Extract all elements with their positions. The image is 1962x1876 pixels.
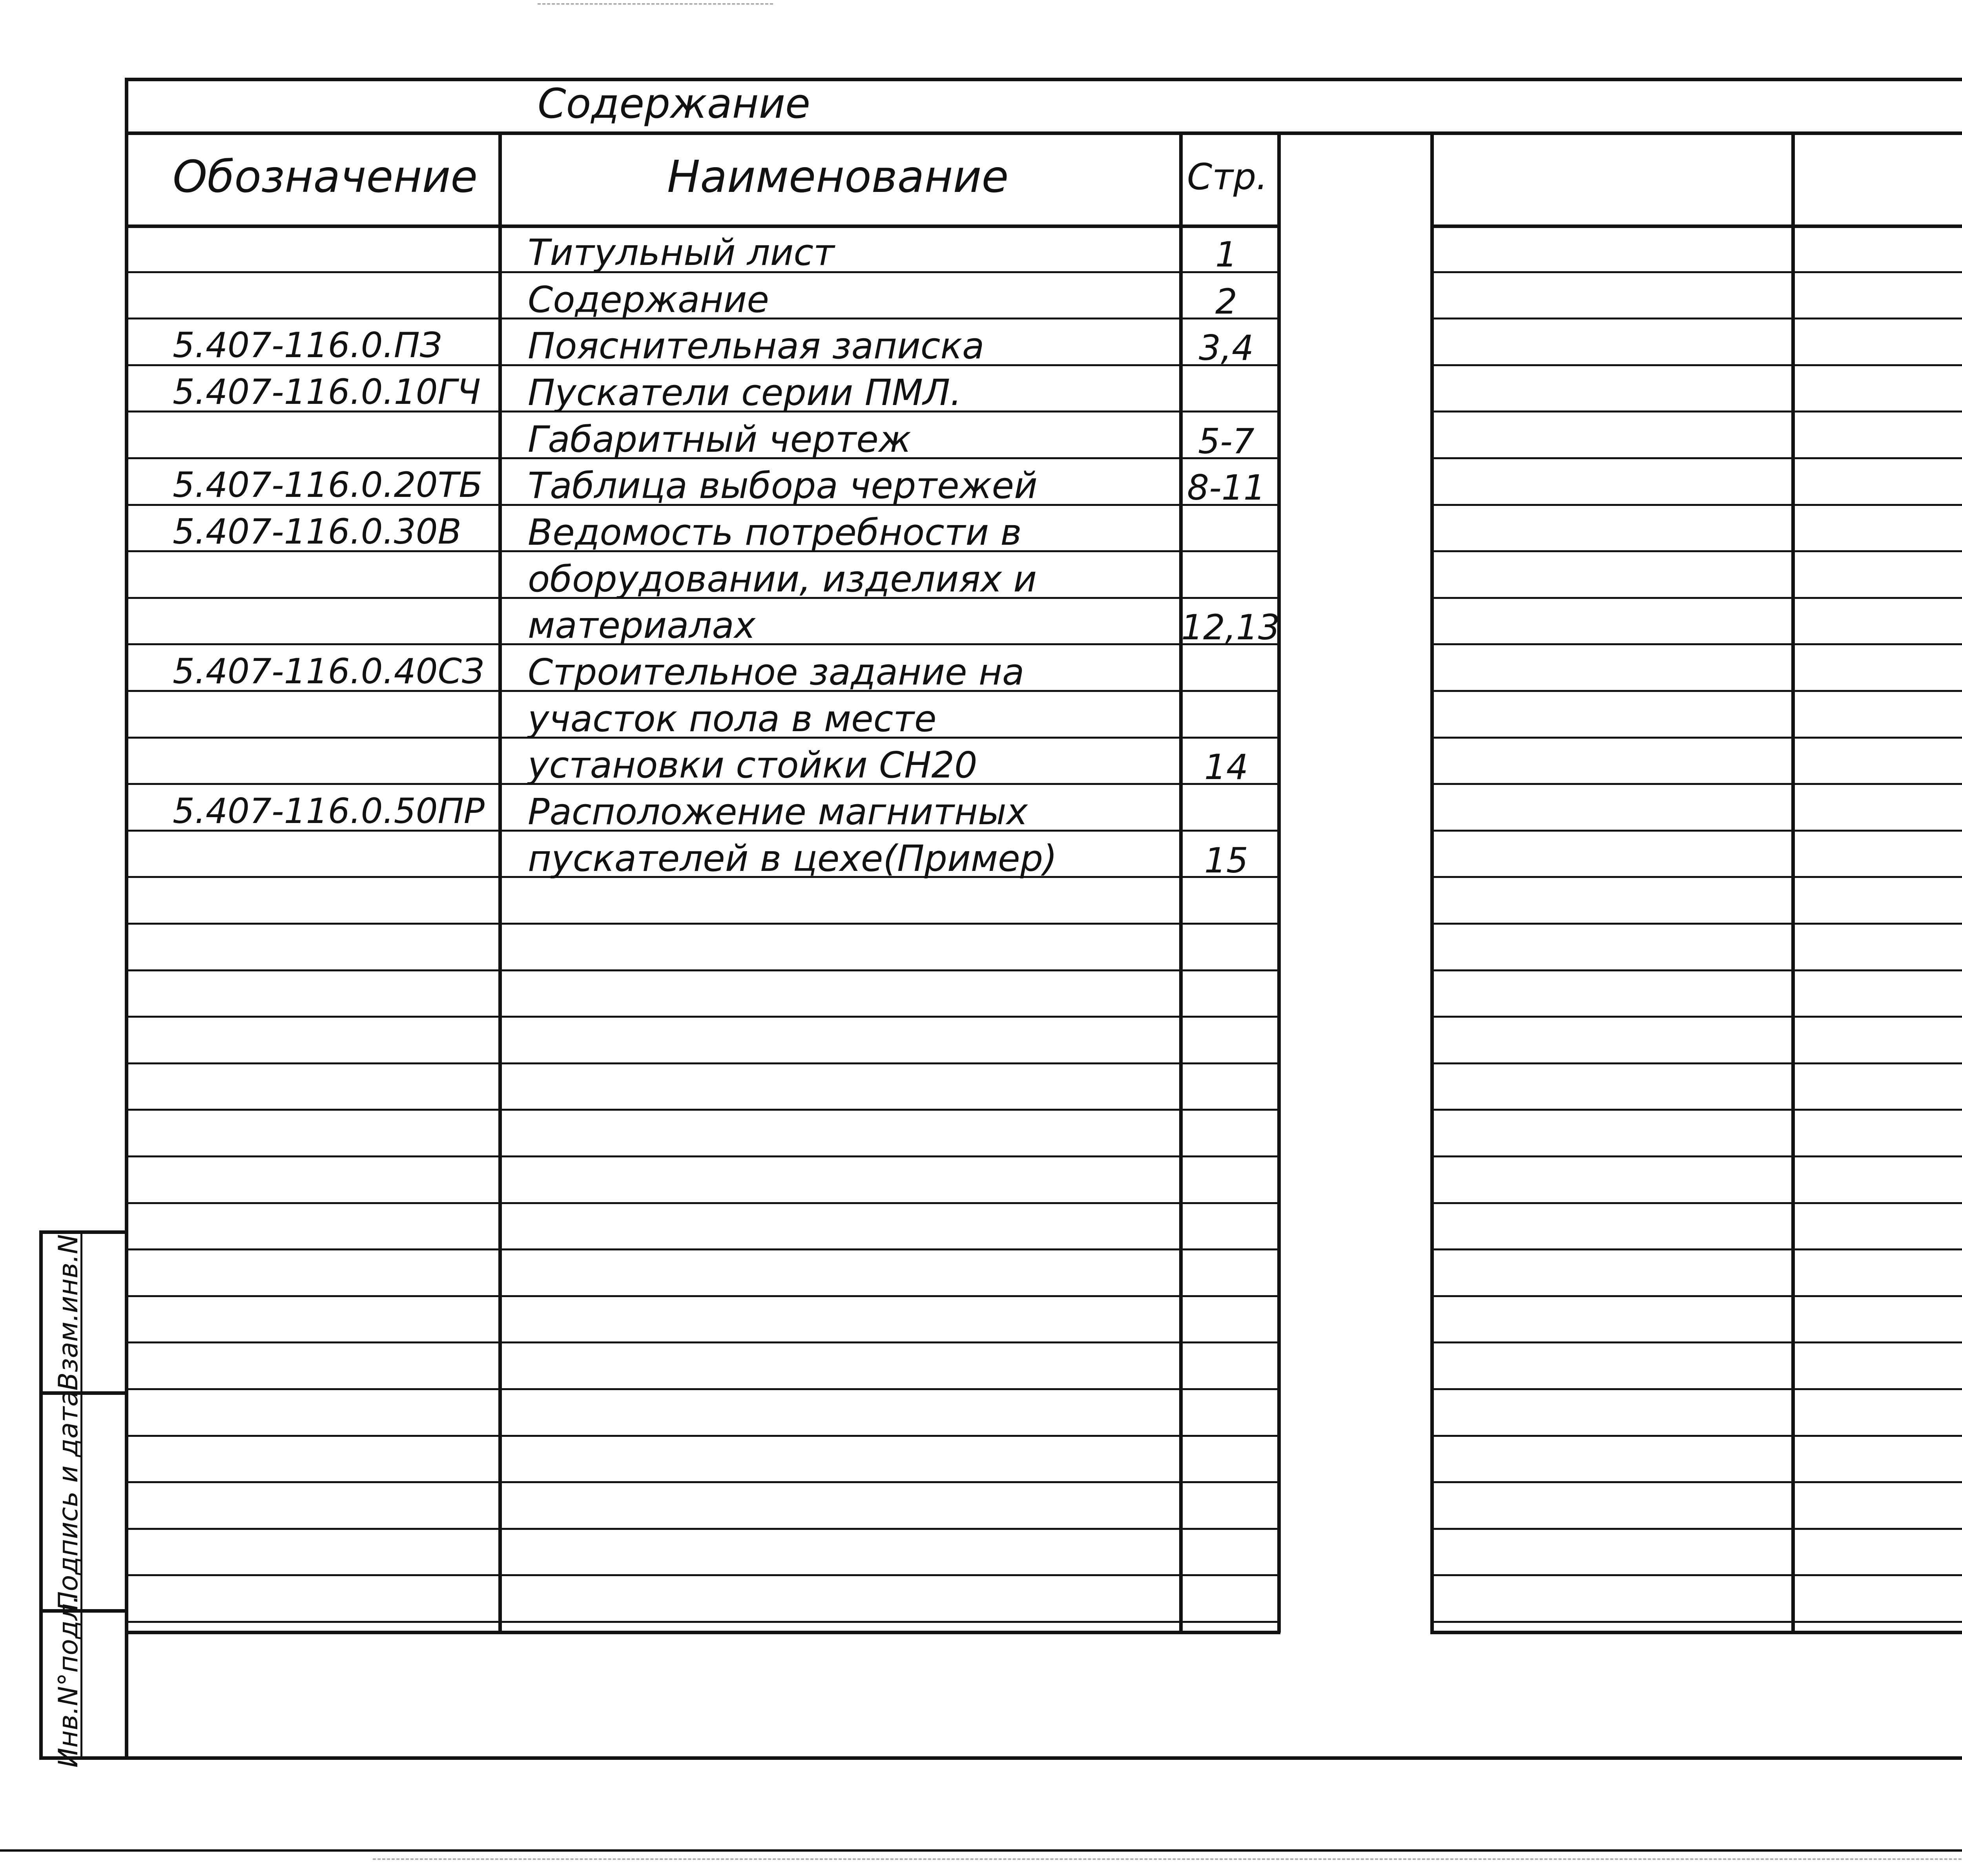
- row-rule: [125, 1621, 1280, 1623]
- row-rule: [125, 1528, 1280, 1530]
- row-rule: [125, 1202, 1280, 1204]
- contents-title: Содержание: [538, 80, 811, 128]
- row-rule: [125, 1155, 1280, 1157]
- row-name: участок пола в месте: [528, 698, 937, 740]
- header-name: Наименование: [667, 151, 1009, 203]
- row-rule: [1430, 597, 1962, 599]
- row-name: материалах: [528, 604, 756, 646]
- row-rule: [1430, 457, 1962, 459]
- row-designation: 5.407-116.0.50ПР: [173, 791, 485, 831]
- row-rule: [1430, 1202, 1962, 1204]
- row-name: Ведомость потребности в: [528, 511, 1022, 553]
- row-rule: [1430, 643, 1962, 645]
- row-designation: 5.407-116.0.30В: [173, 511, 461, 552]
- row-rule: [1430, 923, 1962, 925]
- row-rule: [1430, 830, 1962, 832]
- row-rule: [1430, 1155, 1962, 1157]
- row-rule: [1430, 271, 1962, 273]
- row-rule: [125, 1388, 1280, 1390]
- row-rule: [1430, 1109, 1962, 1111]
- row-name: Пояснительная записка: [528, 325, 985, 367]
- row-rule: [1430, 1248, 1962, 1250]
- row-page: 12,13: [1181, 607, 1280, 648]
- row-page: 5-7: [1198, 421, 1255, 462]
- row-rule: [125, 969, 1280, 971]
- row-rule: [1430, 1341, 1962, 1343]
- row-designation: 5.407-116.0.20ТБ: [173, 465, 483, 505]
- row-rule: [125, 1248, 1280, 1250]
- row-rule: [1430, 783, 1962, 785]
- row-rule: [1430, 550, 1962, 552]
- row-rule: [1430, 876, 1962, 878]
- row-name: оборудовании, изделиях и: [528, 558, 1037, 600]
- row-rule: [1430, 690, 1962, 692]
- row-page: 1: [1215, 234, 1237, 275]
- row-page: 3,4: [1199, 328, 1254, 368]
- row-name: Титульный лист: [528, 232, 835, 274]
- replacement-inventory-label: Взам.инв.N: [53, 1234, 84, 1391]
- row-rule: [1430, 411, 1962, 412]
- row-rule: [125, 1574, 1280, 1576]
- row-rule: [1430, 1016, 1962, 1018]
- row-rule: [1430, 737, 1962, 739]
- row-rule: [1430, 364, 1962, 366]
- original-inventory-label: Инв.N°подл.: [53, 1595, 84, 1768]
- header-designation: Обозначение: [173, 151, 478, 203]
- row-rule: [1430, 1295, 1962, 1297]
- row-designation: 5.407-116.0.ПЗ: [173, 325, 442, 365]
- row-rule: [1430, 1621, 1962, 1623]
- row-name: пускателей в цехе(Пример): [528, 838, 1058, 880]
- row-rule: [125, 923, 1280, 925]
- row-name: установки стойки СН20: [528, 744, 977, 786]
- row-rule: [125, 1109, 1280, 1111]
- row-name: Габаритный чертеж: [528, 418, 911, 460]
- row-rule: [1430, 1062, 1962, 1064]
- row-name: Строительное задание на: [528, 651, 1025, 693]
- row-page: 15: [1204, 840, 1248, 881]
- row-rule: [125, 1016, 1280, 1018]
- row-rule: [1430, 1388, 1962, 1390]
- row-rule: [1430, 318, 1962, 319]
- row-rule: [125, 1435, 1280, 1437]
- header-page: Стр.: [1187, 156, 1268, 198]
- row-page: 8-11: [1187, 467, 1265, 508]
- row-name: Содержание: [528, 279, 769, 321]
- row-rule: [1430, 1435, 1962, 1437]
- row-designation: 5.407-116.0.40СЗ: [173, 651, 484, 692]
- row-name: Таблица выбора чертежей: [528, 465, 1038, 507]
- row-rule: [125, 1295, 1280, 1297]
- row-rule: [125, 1341, 1280, 1343]
- row-rule: [1430, 1528, 1962, 1530]
- row-name: Пускатели серии ПМЛ.: [528, 372, 962, 414]
- row-rule: [125, 1481, 1280, 1483]
- row-page: 14: [1204, 747, 1248, 787]
- row-rule: [1430, 1481, 1962, 1483]
- signature-date-label: Подпись и дата: [53, 1390, 84, 1611]
- row-rule: [1430, 504, 1962, 506]
- row-rule: [1430, 1574, 1962, 1576]
- row-rule: [125, 1062, 1280, 1064]
- row-name: Расположение магнитных: [528, 791, 1028, 833]
- row-designation: 5.407-116.0.10ГЧ: [173, 372, 481, 412]
- row-rule: [1430, 969, 1962, 971]
- row-page: 2: [1215, 281, 1237, 322]
